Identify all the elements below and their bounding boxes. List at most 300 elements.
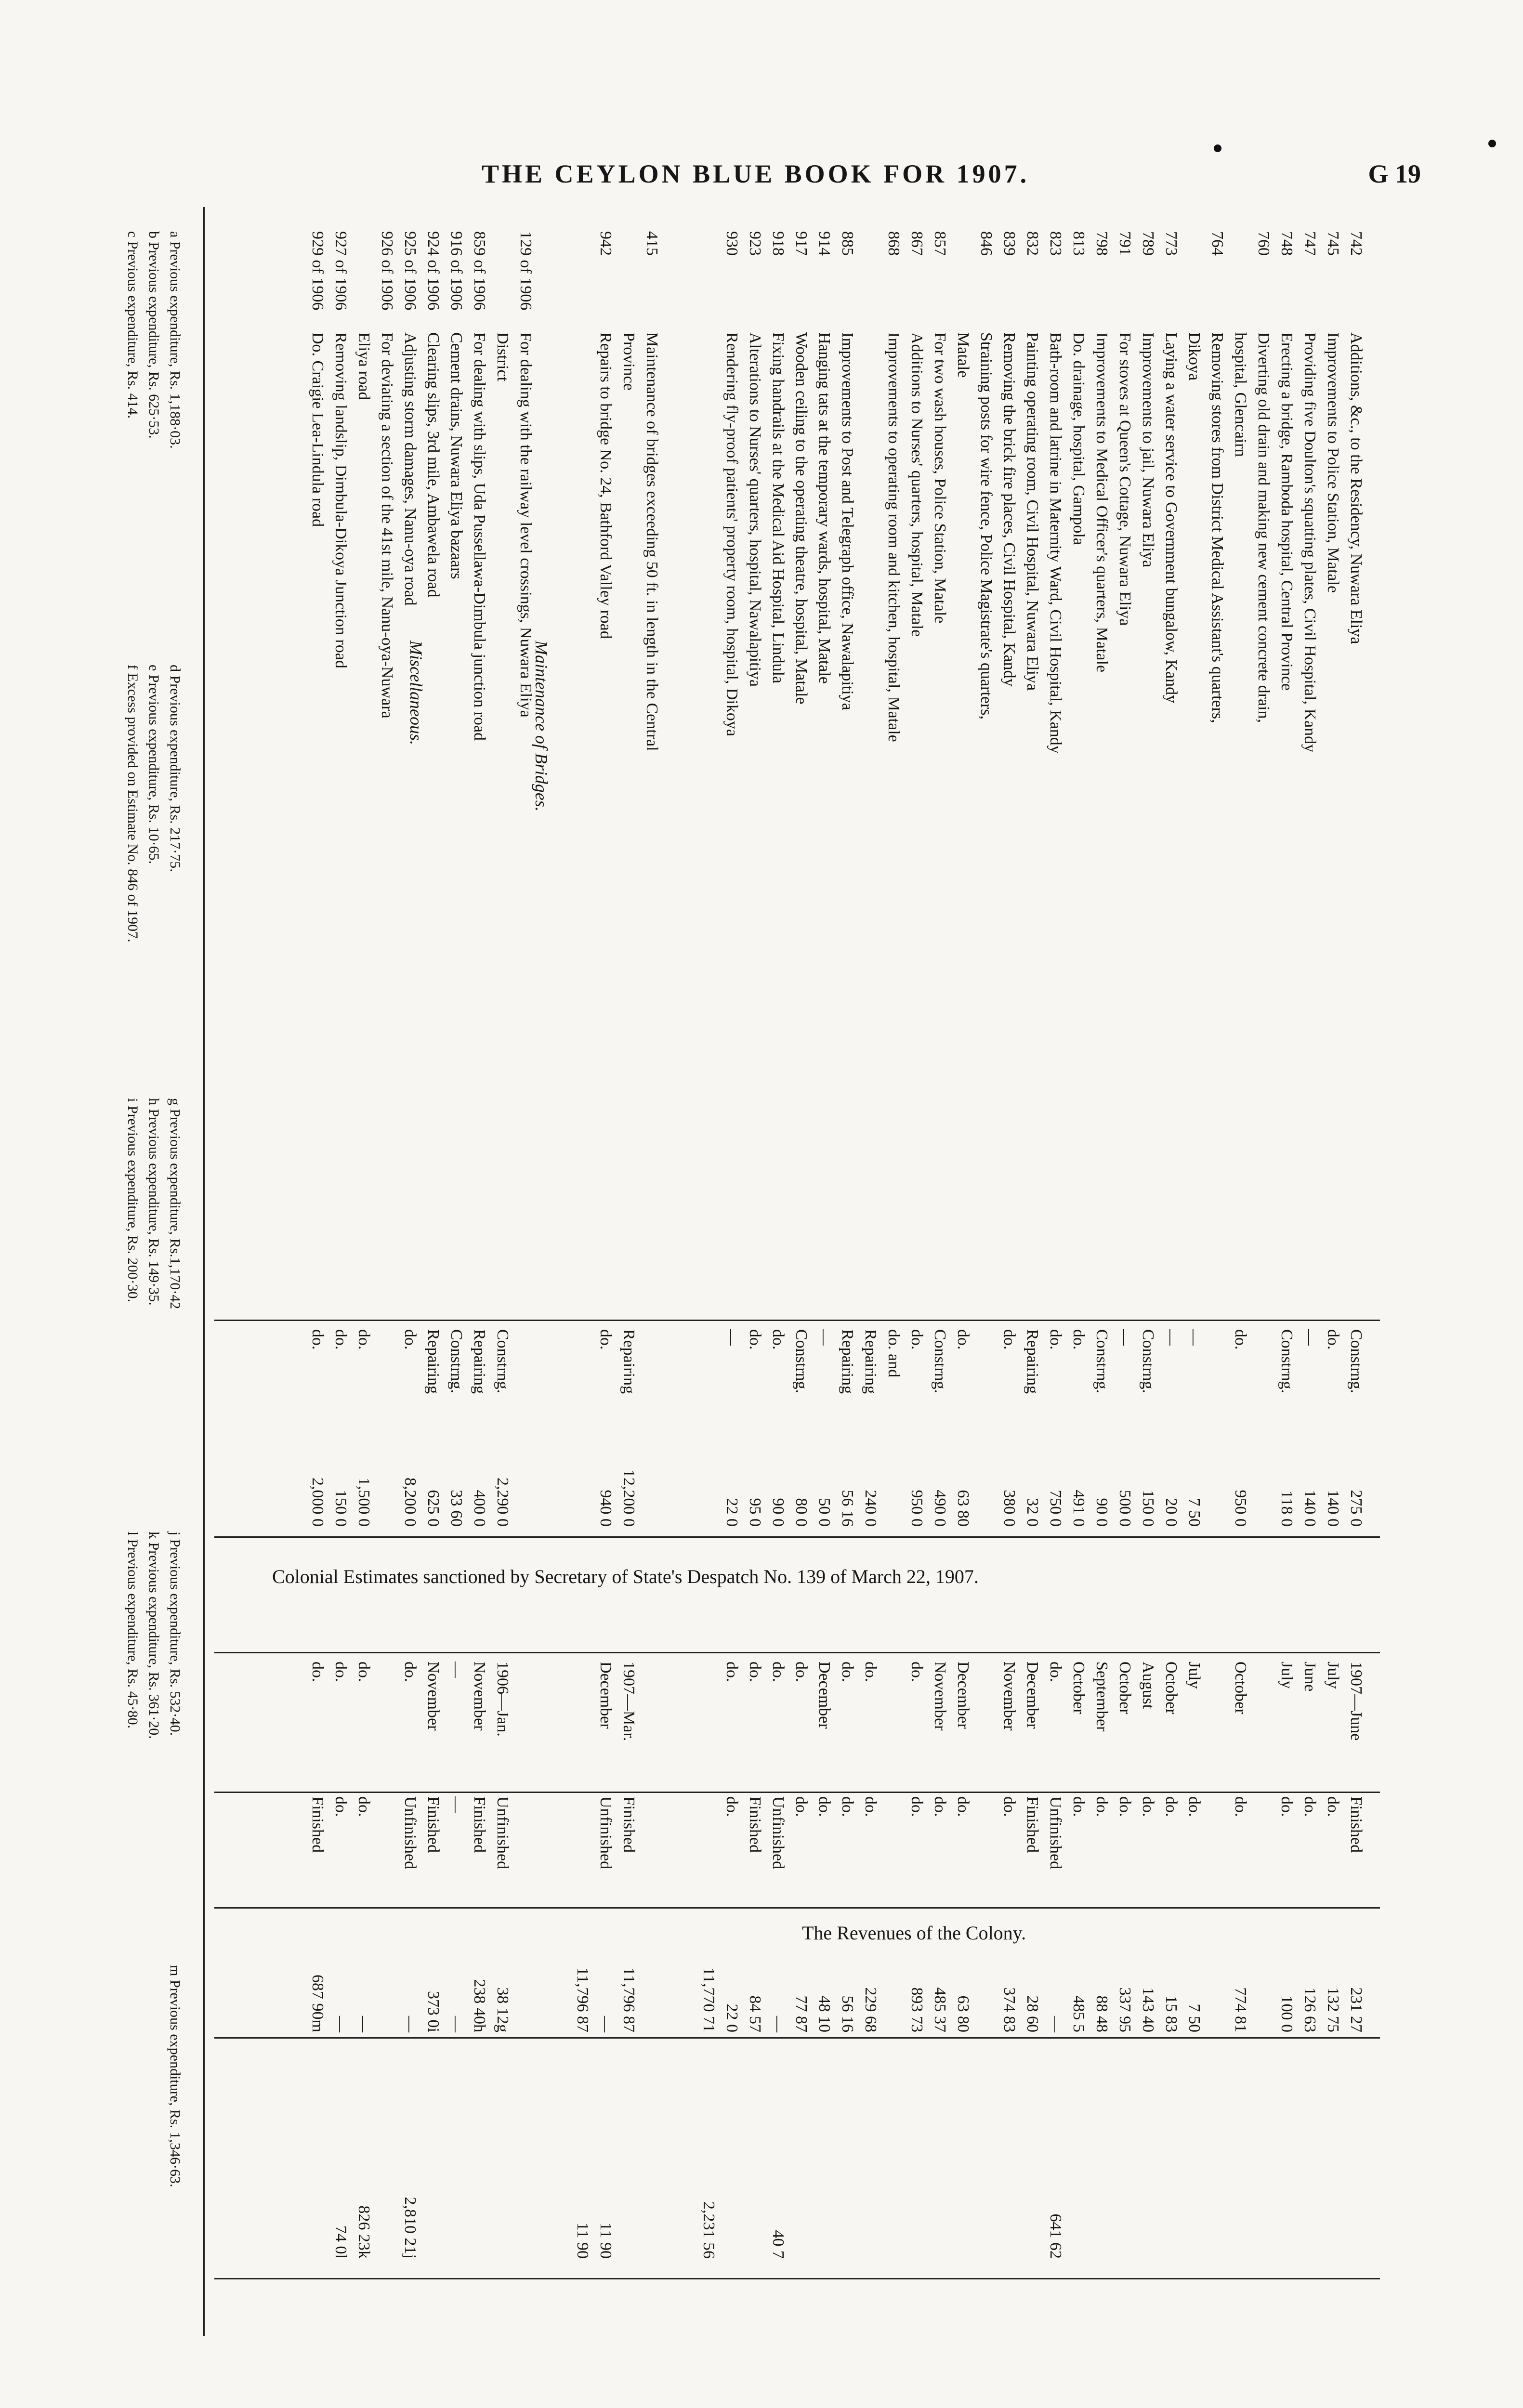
row-description: Removing stores from District Medical Assistant's quarters, xyxy=(1208,332,1226,723)
row-estimate: 400 0 xyxy=(471,1490,488,1527)
row-number: 917 xyxy=(792,231,810,256)
row-description: Eliya road xyxy=(355,332,373,400)
row-number: 918 xyxy=(769,231,787,256)
row-description: For deviating a section of the 41st mile, Nanu-oya-Nuwara xyxy=(378,332,396,719)
row-status: do. xyxy=(1070,1796,1088,1817)
row-estimate: 118 0 xyxy=(1278,1490,1296,1527)
row-commenced: do. xyxy=(746,1662,764,1682)
row-description: Dikoya xyxy=(1185,332,1203,381)
row-status: Unfinished xyxy=(1047,1796,1064,1870)
table-row xyxy=(745,207,764,2336)
row-status: do. xyxy=(839,1796,856,1817)
row-number: 885 xyxy=(839,231,856,256)
row-commenced: do. xyxy=(862,1662,880,1682)
row-description: Providing five Doulton's squatting plates, Civil Hospital, Kandy xyxy=(1301,332,1319,753)
row-description: Improvements to Police Station, Matale xyxy=(1324,332,1342,593)
row-number: 859 of 1906 xyxy=(471,231,488,311)
footnote: m Previous expenditure, Rs. 1,346·63. xyxy=(167,1965,183,2187)
row-status: do. xyxy=(931,1796,949,1817)
table-row xyxy=(999,207,1019,2336)
row-work-kind: do. xyxy=(1000,1329,1018,1350)
row-balance: 641 62 xyxy=(1047,2213,1064,2259)
row-status: do. xyxy=(815,1796,833,1817)
row-expenditure: 15 83 xyxy=(1162,1995,1180,2032)
table-row xyxy=(400,207,420,2336)
row-expenditure: 7 50 xyxy=(1185,2003,1203,2032)
row-description: Clearing slips, 3rd mile, Ambawela road xyxy=(424,332,442,598)
bottom-rule xyxy=(203,207,205,2336)
row-number: 748 xyxy=(1278,231,1296,256)
row-number: 129 of 1906 xyxy=(517,231,535,311)
row-commenced: December xyxy=(1024,1662,1041,1729)
row-number: 760 xyxy=(1255,231,1273,256)
row-commenced: November xyxy=(471,1662,488,1731)
row-description: District xyxy=(494,332,512,381)
row-work-kind: do. xyxy=(597,1329,615,1350)
row-estimate: 7 50 xyxy=(1185,1498,1203,1527)
row-expenditure: 63 80 xyxy=(954,1995,972,2032)
row-description: Cement drains, Nuwara Eliya bazaars xyxy=(447,332,465,579)
row-status: do. xyxy=(332,1796,350,1817)
page-header xyxy=(482,159,1421,197)
row-number: 924 of 1906 xyxy=(424,231,442,311)
row-expenditure: 774 81 xyxy=(1232,1987,1249,2032)
row-expenditure: 238 40h xyxy=(471,1979,488,2032)
row-expenditure: 56 16 xyxy=(839,1995,856,2032)
row-commenced: do. xyxy=(309,1662,327,1682)
table-row xyxy=(976,207,996,2336)
row-status: Finished xyxy=(1024,1796,1041,1853)
footnote: l Previous expenditure, Rs. 45·80. xyxy=(125,1531,141,1729)
row-status: Finished xyxy=(1347,1796,1365,1853)
row-description: Hanging tats at the temporary wards, hospital, Matale xyxy=(815,332,833,684)
table-row xyxy=(930,207,949,2336)
table-row xyxy=(446,207,466,2336)
row-work-kind: Constrng. xyxy=(1347,1329,1365,1394)
row-expenditure: 100 0 xyxy=(1278,1995,1296,2032)
row-estimate: 240 0 xyxy=(862,1490,880,1527)
row-commenced: 1906—Jan. xyxy=(494,1662,512,1737)
row-description: Adjusting storm damages, Nanu-oya road xyxy=(401,332,419,606)
table-row xyxy=(331,207,350,2336)
table-row xyxy=(953,207,972,2336)
row-number: 839 xyxy=(1000,231,1018,256)
row-commenced: August xyxy=(1139,1662,1157,1709)
row-description: For stoves at Queen's Cottage, Nuwara Eliya xyxy=(1116,332,1134,626)
row-status: do. xyxy=(908,1796,926,1817)
row-estimate: 80 0 xyxy=(792,1498,810,1527)
row-number: 926 of 1906 xyxy=(378,231,396,311)
row-commenced: July xyxy=(1324,1662,1342,1689)
row-work-kind: do. xyxy=(1070,1329,1088,1350)
row-expenditure: 84 57 xyxy=(746,1995,764,2032)
table-row xyxy=(1046,207,1065,2336)
row-description: For dealing with slips, Uda Pussellawa-Dimbula junction road xyxy=(471,332,488,741)
table-row xyxy=(1208,207,1227,2336)
row-number: 798 xyxy=(1093,231,1111,256)
row-status: Finished xyxy=(309,1796,327,1853)
row-work-kind: do. xyxy=(332,1329,350,1350)
row-status: Unfinished xyxy=(494,1796,512,1870)
row-number: 823 xyxy=(1047,231,1064,256)
row-status: Finished xyxy=(471,1796,488,1853)
table-row xyxy=(838,207,857,2336)
table-row xyxy=(1323,207,1342,2336)
table-row xyxy=(1254,207,1273,2336)
table-row xyxy=(1231,207,1250,2336)
row-number: 415 xyxy=(643,231,661,256)
row-estimate: 90 0 xyxy=(1093,1498,1111,1527)
row-commenced: November xyxy=(1000,1662,1018,1731)
row-work-kind: Constrng. xyxy=(931,1329,949,1394)
row-commenced: July xyxy=(1185,1662,1203,1689)
row-status: Finished xyxy=(746,1796,764,1853)
footnote: f Excess provided on Estimate No. 846 of 1907. xyxy=(125,665,141,942)
table-row xyxy=(516,207,535,2336)
row-expenditure: 88 48 xyxy=(1093,1995,1111,2032)
row-number: 916 of 1906 xyxy=(447,231,465,311)
row-estimate: 2,290 0 xyxy=(494,1478,512,1527)
row-estimate: 95 0 xyxy=(746,1498,764,1527)
row-work-kind: do. xyxy=(355,1329,373,1350)
row-commenced: do. xyxy=(792,1662,810,1682)
row-status: do. xyxy=(1301,1796,1319,1817)
row-description: Straining posts for wire fence, Police Magistrate's quarters, xyxy=(977,332,995,720)
row-work-kind: Repairing xyxy=(620,1329,638,1394)
row-description: Improvements to Post and Telegraph office, Nawalapitiya xyxy=(839,332,856,710)
row-work-kind: do. xyxy=(908,1329,926,1350)
table-row xyxy=(791,207,811,2336)
ink-dot xyxy=(1214,144,1221,152)
row-description: Repairs to bridge No. 24, Bathford Valley road xyxy=(597,332,615,639)
row-estimate: 140 0 xyxy=(1301,1490,1319,1527)
row-commenced: October xyxy=(1070,1662,1088,1714)
row-expenditure: 893 73 xyxy=(908,1987,926,2032)
row-work-kind: Repairing xyxy=(471,1329,488,1394)
row-number: 742 xyxy=(1347,231,1365,256)
row-expenditure: 143 40 xyxy=(1139,1987,1157,2032)
row-description: Fixing handrails at the Medical Aid Hospital, Lindula xyxy=(769,332,787,683)
row-description: Laying a water service to Government bungalow, Kandy xyxy=(1162,332,1180,704)
row-estimate: 950 0 xyxy=(1232,1490,1249,1527)
row-work-kind: do. xyxy=(746,1329,764,1350)
row-expenditure: 374 83 xyxy=(1000,1987,1018,2032)
row-work-kind: Constrng. xyxy=(1278,1329,1296,1394)
table-row xyxy=(377,207,396,2336)
row-estimate: 750 0 xyxy=(1047,1490,1064,1527)
row-description: Bath-room and latrine in Maternity Ward, Civil Hospital, Kandy xyxy=(1047,332,1064,754)
row-expenditure: — xyxy=(1047,2016,1064,2032)
row-commenced: July xyxy=(1278,1662,1296,1689)
row-number: 764 xyxy=(1208,231,1226,256)
row-status: Unfinished xyxy=(401,1796,419,1870)
row-estimate: 8,200 0 xyxy=(401,1478,419,1527)
row-status: — xyxy=(447,1796,465,1813)
row-estimate: 20 0 xyxy=(1162,1498,1180,1527)
row-expenditure: 485 37 xyxy=(931,1987,949,2032)
row-expenditure: 337 95 xyxy=(1116,1987,1134,2032)
row-balance: 2,810 21j xyxy=(401,2197,419,2259)
misc-heading: Miscellaneous. xyxy=(407,641,426,745)
row-status: do. xyxy=(723,1796,741,1817)
row-commenced: do. xyxy=(723,1662,741,1682)
row-expenditure: — xyxy=(769,2016,787,2032)
row-work-kind: do. xyxy=(401,1329,419,1350)
row-status: do. xyxy=(1093,1796,1111,1817)
row-commenced: do. xyxy=(769,1662,787,1682)
row-description: Rendering fly-proof patients' property room, hospital, Dikoya xyxy=(723,332,741,736)
row-expenditure: 28 60 xyxy=(1024,1995,1041,2032)
footnotes xyxy=(111,207,183,2336)
row-status: do. xyxy=(1324,1796,1342,1817)
row-commenced: October xyxy=(1162,1662,1180,1714)
row-estimate: 275 0 xyxy=(1347,1490,1365,1527)
row-expenditure: — xyxy=(332,2016,350,2032)
row-description: Matale xyxy=(954,332,972,378)
table-row xyxy=(814,207,834,2336)
row-number: 832 xyxy=(1024,231,1041,256)
row-work-kind: Constrng. xyxy=(792,1329,810,1394)
row-description: Removing the brick fire places, Civil Hospital, Kandy xyxy=(1000,332,1018,687)
row-work-kind: — xyxy=(723,1329,741,1346)
row-commenced: do. xyxy=(355,1662,373,1682)
row-work-kind: do. and xyxy=(885,1329,903,1378)
row-description: Diverting old drain and making new cement concrete drain, xyxy=(1255,332,1273,723)
row-commenced: September xyxy=(1093,1662,1111,1732)
row-expenditure: 77 87 xyxy=(792,1995,810,2032)
row-estimate: 12,200 0 xyxy=(620,1469,638,1527)
row-expenditure: 229 68 xyxy=(862,1987,880,2032)
row-work-kind: Constrng. xyxy=(494,1329,512,1394)
row-work-kind: — xyxy=(1116,1329,1134,1346)
footnote: e Previous expenditure, Rs. 10·65. xyxy=(146,665,162,864)
ink-dot xyxy=(1488,140,1496,147)
row-status: do. xyxy=(1000,1796,1018,1817)
row-status: Finished xyxy=(620,1796,638,1853)
row-work-kind: Constrng. xyxy=(447,1329,465,1394)
row-estimate: 22 0 xyxy=(723,1498,741,1527)
row-status: do. xyxy=(1116,1796,1134,1817)
row-work-kind: do. xyxy=(1047,1329,1064,1350)
row-commenced: 1907—June xyxy=(1347,1662,1365,1741)
row-work-kind: do. xyxy=(1232,1329,1249,1350)
table-row xyxy=(423,207,443,2336)
row-expenditure: 11,796 87 xyxy=(620,1967,638,2032)
row-expenditure: 11,770 71 xyxy=(700,1967,718,2032)
row-description: Additions to Nurses' quarters, hospital, Matale xyxy=(908,332,926,637)
table-row xyxy=(907,207,926,2336)
row-number: 927 of 1906 xyxy=(332,231,350,311)
row-commenced: do. xyxy=(839,1662,856,1682)
table-row xyxy=(493,207,512,2336)
row-commenced: do. xyxy=(908,1662,926,1682)
row-status: Finished xyxy=(424,1796,442,1853)
row-commenced: November xyxy=(931,1662,949,1731)
row-description: Maintenance of bridges exceeding 50 ft. in length in the Central xyxy=(643,332,661,751)
row-description: For dealing with the railway level crossings, Nuwara Eliya xyxy=(517,332,535,718)
row-balance: 40 7 xyxy=(769,2230,787,2259)
row-commenced: do. xyxy=(1047,1662,1064,1682)
table-row xyxy=(861,207,880,2336)
table-row xyxy=(699,207,718,2336)
row-description: Wooden ceiling to the operating theatre, hospital, Matale xyxy=(792,332,810,705)
table-row xyxy=(722,207,741,2336)
footnote: i Previous expenditure, Rs. 200·30. xyxy=(125,1098,141,1303)
row-estimate: 500 0 xyxy=(1116,1490,1134,1527)
footnote: c Previous expenditure, Rs. 414. xyxy=(125,231,141,419)
row-number: 789 xyxy=(1139,231,1157,256)
row-work-kind: — xyxy=(815,1329,833,1346)
row-number: 914 xyxy=(815,231,833,256)
row-work-kind: Repairing xyxy=(862,1329,880,1394)
footnote: j Previous expenditure, Rs. 532·40. xyxy=(167,1531,183,1736)
row-commenced: October xyxy=(1116,1662,1134,1714)
table-row xyxy=(1277,207,1296,2336)
row-work-kind: do. xyxy=(954,1329,972,1350)
row-status: do. xyxy=(1232,1796,1249,1817)
row-estimate: 491 0 xyxy=(1070,1490,1088,1527)
row-estimate: 150 0 xyxy=(332,1490,350,1527)
row-balance: 74 0l xyxy=(332,2225,350,2259)
row-status: do. xyxy=(1278,1796,1296,1817)
row-work-kind: — xyxy=(1185,1329,1203,1346)
row-estimate: 380 0 xyxy=(1000,1490,1018,1527)
row-status: do. xyxy=(355,1796,373,1817)
table-row xyxy=(1069,207,1088,2336)
table-row xyxy=(1092,207,1111,2336)
row-estimate: 490 0 xyxy=(931,1490,949,1527)
row-work-kind: do. xyxy=(769,1329,787,1350)
table-row xyxy=(619,207,638,2336)
footnote: b Previous expenditure, Rs. 625·53. xyxy=(146,231,162,439)
row-number: 846 xyxy=(977,231,995,256)
row-status: Unfinished xyxy=(769,1796,787,1870)
row-estimate: 33 60 xyxy=(447,1490,465,1527)
row-expenditure: 132 75 xyxy=(1324,1987,1342,2032)
row-balance: 2,231 56 xyxy=(700,2201,718,2259)
row-estimate: 950 0 xyxy=(908,1490,926,1527)
estimates-caption: Colonial Estimates sanctioned by Secretary of State's Despatch No. 139 of March 22, 1907. xyxy=(272,1566,979,1587)
row-expenditure: — xyxy=(597,2016,615,2032)
row-description: Additions, &c., to the Residency, Nuwara Eliya xyxy=(1347,332,1365,644)
row-work-kind: Repairing xyxy=(839,1329,856,1394)
row-work-kind: Constrng. xyxy=(1139,1329,1157,1394)
row-number: 791 xyxy=(1116,231,1134,256)
footnote: a Previous expenditure, Rs. 1,188·03. xyxy=(167,231,183,449)
rotated-table xyxy=(104,207,1380,2336)
row-expenditure: — xyxy=(401,2016,419,2032)
row-status: do. xyxy=(1162,1796,1180,1817)
row-work-kind: — xyxy=(1162,1329,1180,1346)
row-status: do. xyxy=(792,1796,810,1817)
row-description: Erecting a bridge, Ramboda hospital, Central Province xyxy=(1278,332,1296,691)
row-estimate: 140 0 xyxy=(1324,1490,1342,1527)
row-estimate: 90 0 xyxy=(769,1498,787,1527)
row-number: 868 xyxy=(885,231,903,256)
row-commenced: December xyxy=(597,1662,615,1729)
row-work-kind: Repairing xyxy=(1024,1329,1041,1394)
row-estimate: 150 0 xyxy=(1139,1490,1157,1527)
table-row xyxy=(1300,207,1319,2336)
row-number: 857 xyxy=(931,231,949,256)
row-commenced: December xyxy=(954,1662,972,1729)
row-status: do. xyxy=(1185,1796,1203,1817)
table-row xyxy=(768,207,788,2336)
row-work-kind: Repairing xyxy=(424,1329,442,1394)
row-status: Unfinished xyxy=(597,1796,615,1870)
footnote: k Previous expenditure, Rs. 361·20. xyxy=(146,1531,162,1739)
row-commenced: 1907—Mar. xyxy=(620,1662,638,1741)
row-description: hospital, Glencairn xyxy=(1232,332,1249,457)
row-status: do. xyxy=(954,1796,972,1817)
row-description: Improvements to operating room and kitchen, hospital, Matale xyxy=(885,332,903,742)
row-commenced: — xyxy=(447,1662,465,1678)
footnote: h Previous expenditure, Rs. 149·35. xyxy=(146,1098,162,1306)
row-estimate: 63 80 xyxy=(954,1490,972,1527)
row-work-kind: Constrng. xyxy=(1093,1329,1111,1394)
table-row xyxy=(470,207,489,2336)
row-commenced: do. xyxy=(332,1662,350,1682)
row-number: 813 xyxy=(1070,231,1088,256)
revenues-caption: The Revenues of the Colony. xyxy=(802,1922,1026,1944)
table-row xyxy=(1161,207,1181,2336)
row-expenditure: 48 10 xyxy=(815,1995,833,2032)
row-description: Do. Craigie Lea-Lindula road xyxy=(309,332,327,527)
table-row xyxy=(1184,207,1204,2336)
table-row xyxy=(884,207,903,2336)
table-row xyxy=(308,207,327,2336)
book-title: THE CEYLON BLUE BOOK FOR 1907. xyxy=(482,159,1030,188)
row-description: Removing landslip, Dimbula-Dikoya Junction road xyxy=(332,332,350,668)
row-estimate: 50 0 xyxy=(815,1498,833,1527)
row-status: do. xyxy=(862,1796,880,1817)
table-row xyxy=(1138,207,1157,2336)
row-balance: 826 23k xyxy=(355,2205,373,2259)
table-row xyxy=(1023,207,1042,2336)
row-commenced: June xyxy=(1301,1662,1319,1692)
row-expenditure: 687 90m xyxy=(309,1975,327,2032)
row-commenced: November xyxy=(424,1662,442,1731)
row-estimate: 2,000 0 xyxy=(309,1478,327,1527)
table-row xyxy=(1115,207,1134,2336)
row-work-kind: do. xyxy=(309,1329,327,1350)
row-description: Painting operating room, Civil Hospital, Nuwara Eliya xyxy=(1024,332,1041,691)
footnote: g Previous expenditure, Rs.1,170·42 xyxy=(167,1098,183,1309)
row-number: 929 of 1906 xyxy=(309,231,327,311)
row-description: For two wash houses, Police Station, Matale xyxy=(931,332,949,624)
row-number: 747 xyxy=(1301,231,1319,256)
row-number: 930 xyxy=(723,231,741,256)
row-estimate: 940 0 xyxy=(597,1490,615,1527)
row-description: Province xyxy=(620,332,638,391)
row-balance: 11 90 xyxy=(597,2222,615,2259)
row-commenced: do. xyxy=(401,1662,419,1682)
row-estimate: 1,500 0 xyxy=(355,1478,373,1527)
row-balance: 11 90 xyxy=(574,2222,591,2259)
row-description: Improvements to jail, Nuwara Eliya xyxy=(1139,332,1157,568)
table-row xyxy=(354,207,373,2336)
row-expenditure: 11,796 87 xyxy=(574,1967,591,2032)
row-expenditure: — xyxy=(447,2016,465,2032)
row-estimate: 625 0 xyxy=(424,1490,442,1527)
row-description: Improvements to Medical Officer's quarters, Matale xyxy=(1093,332,1111,673)
row-description: Do. drainage, hospital, Gampola xyxy=(1070,332,1088,545)
table-row xyxy=(573,207,592,2336)
row-number: 745 xyxy=(1324,231,1342,256)
row-number: 925 of 1906 xyxy=(401,231,419,311)
table-row xyxy=(642,207,661,2336)
row-work-kind: — xyxy=(1301,1329,1319,1346)
